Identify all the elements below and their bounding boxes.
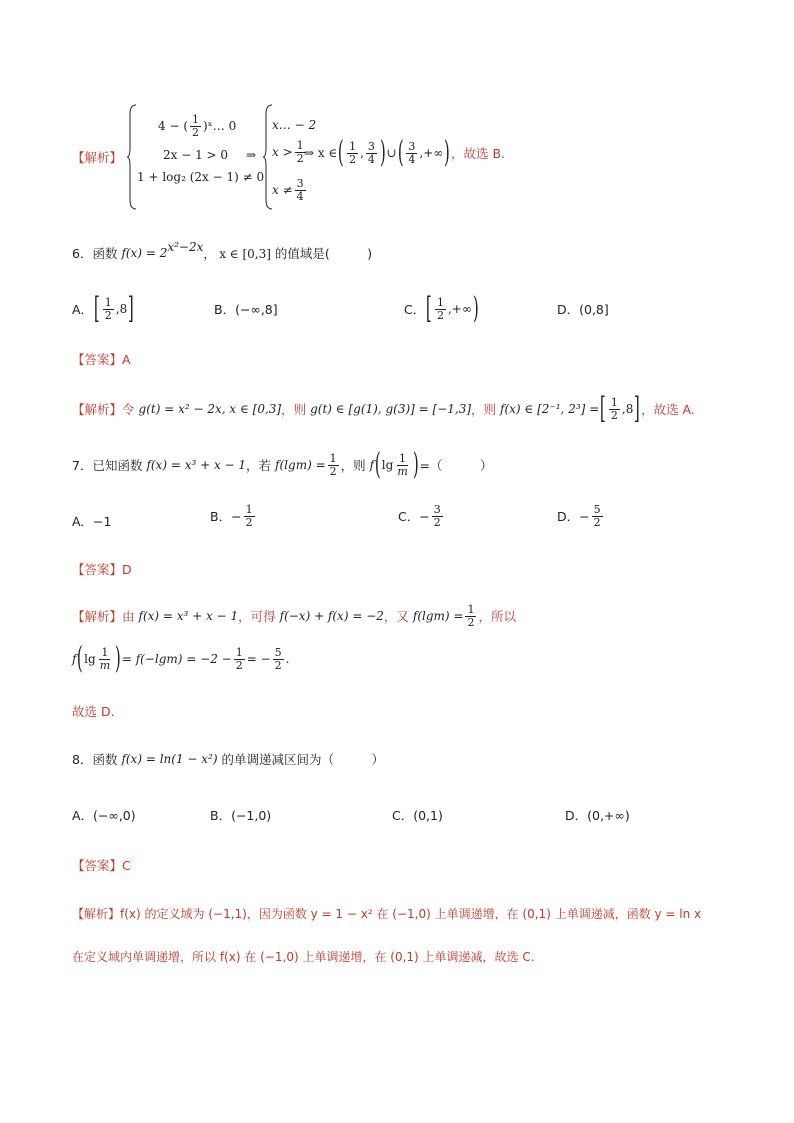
q8-answer: 【答案】C [72,858,131,873]
q6-answer: 【答案】A [72,352,131,367]
q6-option-b: B．(−∞,8] [214,302,278,317]
q8-explanation-line1: 【解析】f(x) 的定义域为 (−1,1)，因为函数 y = 1 − x² 在 (−1,0) 上单调递增，在 (0,1) 上单调递减，函数 y = ln x [72,907,702,921]
q8-option-d: D．(0,+∞) [565,808,630,823]
q5-jiexi-label: 【解析】 [72,150,123,165]
q7-explanation-line2: f ( lg $\frac{1}{m}$ ) = f(−lgm) = −2 − $\frac{1}{2}$ = − $\frac{5}{2}$ . [72,641,290,676]
q5-result-3: x ≠ $\frac{3}{4}$ [272,177,304,203]
q7-option-d: D．− $\frac{5}{2}$ [557,503,601,529]
q6-option-a: A． [ $\frac{1}{2}$ ,8 ] [72,291,135,326]
q6-stem: 6．函数 f(x) = 2 $^{x^2-2x}$ ， x ∈ [0,3] 的值域是( ) [72,240,373,261]
q7-option-b: B．− $\frac{1}{2}$ [210,503,253,529]
q8-option-c: C．(0,1) [392,808,443,823]
q6-option-c: C． [ $\frac{1}{2}$ ,+∞ ) [404,291,479,326]
q5-condition-3: 1 + log₂ (2x − 1) ≠ 0 [137,170,265,184]
q5-condition-2: 2x − 1 > 0 [163,148,229,162]
q7-explanation-line1: 【解析】 由 f(x) = x³ + x − 1 ，可得 f(−x) + f(x) = −2 ，又 f(lgm) = $\frac{1}{2}$ ，所以 [72,603,516,629]
q8-stem: 8．函数 f(x) = ln(1 − x²) 的单调递减区间为（ ） [72,752,385,767]
q7-option-a: A．−1 [72,514,112,529]
q5-condition-1: 4 − ( $\frac{1}{2}$ )ˣ… 0 [158,113,237,139]
q5-left-brace [126,104,138,210]
q6-option-d: D．(0,8] [557,302,609,317]
q8-explanation-line2: 在定义域内单调递增，所以 f(x) 在 (−1,0) 上单调递增，在 (0,1) 上单调递减，故选 C. [72,950,535,964]
q7-stem: 7．已知函数 f(x) = x³ + x − 1 ，若 f(lgm) = $\frac{1}{2}$ ，则 f ( lg $\frac{1}{m}$ ) =（ ） [72,447,493,482]
q5-final-interval: ⇒ x ∈ ( $\frac{1}{2}$ , $\frac{3}{4}$ ) ∪ ( $\frac{3}{4}$ ,+∞ ) ，故选 B. [304,135,506,170]
q6-explanation: 【解析】 令 g(t) = x² − 2x, x ∈ [0,3] ，则 g(t) ∈ [g(1), g(3)] = [−1,3] ，则 f(x) ∈ [2⁻¹, 2³] = [ $\frac{1}{2}$ ,8 ] ，故选 A. [72,391,695,426]
q5-implies-arrow: ⇒ [246,148,257,162]
q8-option-b: B．(−1,0) [210,808,272,823]
q7-final-choice: 故选 D. [72,704,115,719]
q7-option-c: C．− $\frac{3}{2}$ [398,503,441,529]
q8-option-a: A．(−∞,0) [72,808,136,823]
q5-result-1: x… − 2 [272,118,317,132]
q5-result-2: x > $\frac{1}{2}$ [272,139,304,165]
q7-answer: 【答案】D [72,562,132,577]
